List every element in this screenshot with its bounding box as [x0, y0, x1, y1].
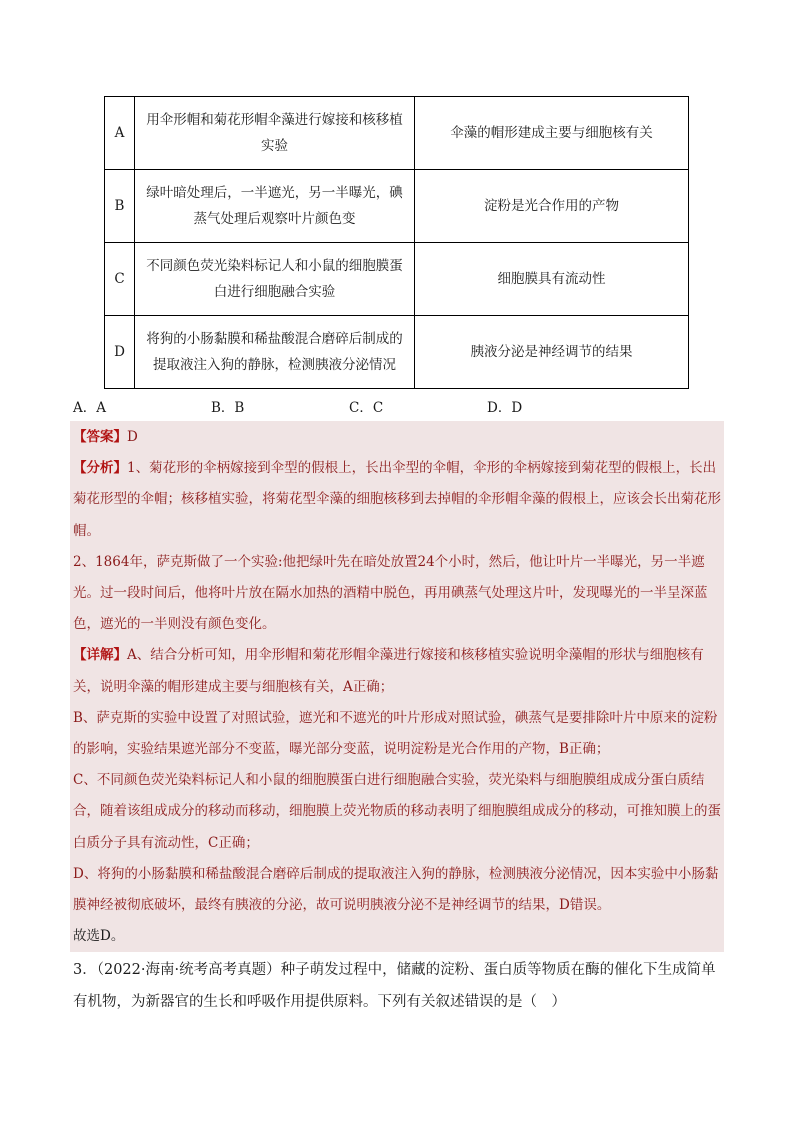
question-3: [73, 954, 723, 1018]
detail-b: B、萨克斯的实验中设置了对照试验，遮光和不遮光的叶片形成对照试验，碘蒸气是要排除叶片中原来的淀粉的影响，实验结果遮光部分不变蓝，曝光部分变蓝，说明淀粉是光合作用的产物，B正确；: [73, 709, 718, 758]
row-letter: A: [105, 97, 135, 170]
analysis-p2: 2、1864年，萨克斯做了一个实验:他把绿叶先在暗处放置24个小时，然后，他让叶片一半曝光，另一半遮光。过一段时间后，他将叶片放在隔水加热的酒精中脱色，再用碘蒸气处理这片叶，发现曝光的一半呈深蓝色，遮光的一半则没有颜色变化。: [73, 553, 708, 633]
detail-a: [73, 640, 723, 702]
answer-line: [73, 422, 723, 453]
analysis-p1: [73, 453, 723, 547]
detail-label: 【详解】: [73, 647, 127, 664]
answer-section: [73, 422, 723, 952]
option-d: D．D: [487, 400, 523, 416]
table-row: [105, 243, 689, 316]
row-letter: C: [105, 243, 135, 316]
detail-conclusion: 故选D。: [73, 928, 125, 945]
experiment-cell: 绿叶暗处理后，一半遮光，另一半曝光，碘蒸气处理后观察叶片颜色变: [135, 170, 415, 243]
option-c: C．C: [349, 400, 384, 416]
answer-value: D: [127, 429, 138, 445]
analysis-label: 【分析】: [73, 460, 127, 477]
option-b: B．B: [211, 400, 245, 416]
detail-c: C、不同颜色荧光染料标记人和小鼠的细胞膜蛋白进行细胞融合实验，荧光染料与细胞膜组成成分蛋白质结合，随着该组成成分的移动而移动，细胞膜上荧光物质的移动表明了细胞膜组成成分的移动，可推知膜上的蛋白质分子具有流动性，C正确；: [73, 772, 721, 851]
question-3-text: 3．（2022·海南·统考高考真题）种子萌发过程中，储藏的淀粉、蛋白质等物质在酶的催化下生成简单有机物，为新器官的生长和呼吸作用提供原料。下列有关叙述错误的是（ ）: [73, 962, 716, 1010]
table-row: [105, 316, 689, 389]
experiment-cell: 用伞形帽和菊花形帽伞藻进行嫁接和核移植实验: [135, 97, 415, 170]
row-letter: D: [105, 316, 135, 389]
option-a: A．A: [73, 400, 106, 416]
experiment-cell: 不同颜色荧光染料标记人和小鼠的细胞膜蛋白进行细胞融合实验: [135, 243, 415, 316]
analysis-text-1: 1、菊花形的伞柄嫁接到伞型的假根上，长出伞型的伞帽，伞形的伞柄嫁接到菊花型的假根上，长出菊花形型的伞帽；核移植实验，将菊花型伞藻的细胞核移到去掉帽的伞形帽伞藻的假根上，应该会长出菊花形帽。: [73, 460, 721, 539]
detail-d: D、将狗的小肠黏膜和稀盐酸混合磨碎后制成的提取液注入狗的静脉，检测胰液分泌情况，因本实验中小肠黏膜神经被彻底破坏，最终有胰液的分泌，故可说明胰液分泌不是神经调节的结果，D错误。: [73, 865, 719, 914]
experiment-cell: 将狗的小肠黏膜和稀盐酸混合磨碎后制成的提取液注入狗的静脉，检测胰液分泌情况: [135, 316, 415, 389]
experiment-table: [104, 96, 689, 389]
answer-options: [73, 396, 593, 416]
table-row: [105, 97, 689, 170]
conclusion-cell: 细胞膜具有流动性: [415, 243, 689, 316]
conclusion-cell: 伞藻的帽形建成主要与细胞核有关: [415, 97, 689, 170]
detail-a-text: A、结合分析可知，用伞形帽和菊花形帽伞藻进行嫁接和核移植实验说明伞藻帽的形状与细胞核有关，说明伞藻的帽形建成主要与细胞核有关，A正确；: [73, 647, 704, 695]
table-row: [105, 170, 689, 243]
answer-label: 【答案】: [73, 429, 127, 445]
conclusion-cell: 胰液分泌是神经调节的结果: [415, 316, 689, 389]
conclusion-cell: 淀粉是光合作用的产物: [415, 170, 689, 243]
row-letter: B: [105, 170, 135, 243]
